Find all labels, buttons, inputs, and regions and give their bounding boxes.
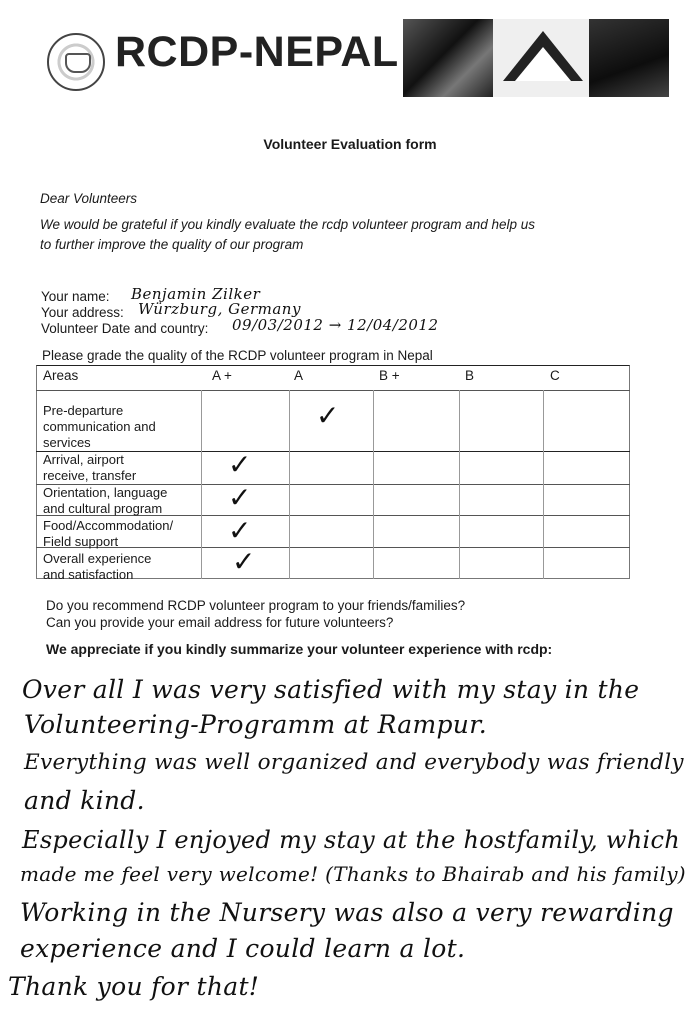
date-value: 09/03/2012 → 12/04/2012 (232, 316, 439, 334)
row-arrival (43, 452, 203, 484)
question-email: Can you provide your email address for future volunteers? (46, 615, 394, 630)
table-column-divider (543, 390, 544, 579)
greeting: Dear Volunteers (40, 191, 138, 206)
row-label-line: Orientation, language (43, 485, 168, 500)
grade-header-a: A (294, 368, 304, 383)
photo-tent-inner (515, 47, 571, 81)
summary-line: Volunteering-Programm at Rampur. (24, 710, 487, 739)
table-column-divider (373, 390, 374, 579)
summary-line: Especially I enjoyed my stay at the hostfamily, which (22, 826, 680, 854)
summary-line: Working in the Nursery was also a very rewarding (20, 898, 674, 927)
checkmark-icon: ✓ (228, 448, 252, 481)
summary-line: experience and I could learn a lot. (20, 934, 466, 963)
intro-line-2: to further improve the quality of our program (40, 237, 304, 252)
row-pre-departure (43, 403, 203, 451)
row-label-line: Overall experience (43, 551, 152, 566)
row-label-line: Food/Accommodation/ (43, 518, 174, 533)
summary-line: made me feel very welcome! (Thanks to Bhairab and his family) (20, 862, 686, 886)
header-photo (403, 19, 669, 97)
summary-line: and kind. (24, 786, 145, 815)
intro-line-1: We would be grateful if you kindly evaluate the rcdp volunteer program and help us (40, 217, 536, 232)
row-label-line: services (43, 435, 91, 450)
address-value: Würzburg, Germany (138, 300, 301, 318)
organization-seal-icon (47, 33, 105, 91)
checkmark-icon: ✓ (228, 481, 252, 514)
brand-title: RCDP-NEPAL (115, 28, 399, 76)
photo-crowd (589, 19, 669, 97)
row-orientation (43, 485, 203, 517)
row-label-line: communication and (43, 419, 156, 434)
row-label-line: and satisfaction (43, 567, 134, 582)
table-column-divider (289, 390, 290, 579)
row-label-line: receive, transfer (43, 468, 137, 483)
grade-header-c: C (550, 368, 560, 383)
row-overall (43, 551, 203, 583)
checkmark-icon: ✓ (228, 514, 252, 547)
row-label-line: Arrival, airport (43, 452, 124, 467)
row-label-line: and cultural program (43, 501, 163, 516)
checkmark-icon: ✓ (232, 545, 256, 578)
grading-caption: Please grade the quality of the RCDP volunteer program in Nepal (42, 348, 433, 363)
checkmark-icon: ✓ (316, 399, 340, 432)
date-label: Volunteer Date and country: (41, 321, 209, 336)
summary-title: We appreciate if you kindly summarize your volunteer experience with rcdp: (46, 641, 553, 657)
photo-people (403, 19, 493, 97)
table-divider (36, 390, 630, 391)
name-value: Benjamin Zilker (131, 285, 261, 303)
row-label-line: Pre-departure (43, 403, 124, 418)
grade-header-b: B (465, 368, 475, 383)
summary-line: Everything was well organized and everybody was friendly (24, 750, 684, 775)
grade-header-a-plus: A + (212, 368, 232, 383)
summary-line: Thank you for that! (8, 972, 260, 1001)
name-label: Your name: (41, 289, 110, 304)
form-title: Volunteer Evaluation form (263, 136, 437, 152)
grade-header-b-plus: B + (379, 368, 400, 383)
table-column-divider (459, 390, 460, 579)
address-label: Your address: (41, 305, 124, 320)
row-label-line: Field support (43, 534, 119, 549)
question-recommend: Do you recommend RCDP volunteer program to your friends/families? (46, 598, 466, 613)
summary-line: Over all I was very satisfied with my stay in the (22, 675, 640, 704)
areas-header: Areas (43, 368, 79, 383)
row-food-accommodation (43, 518, 203, 550)
